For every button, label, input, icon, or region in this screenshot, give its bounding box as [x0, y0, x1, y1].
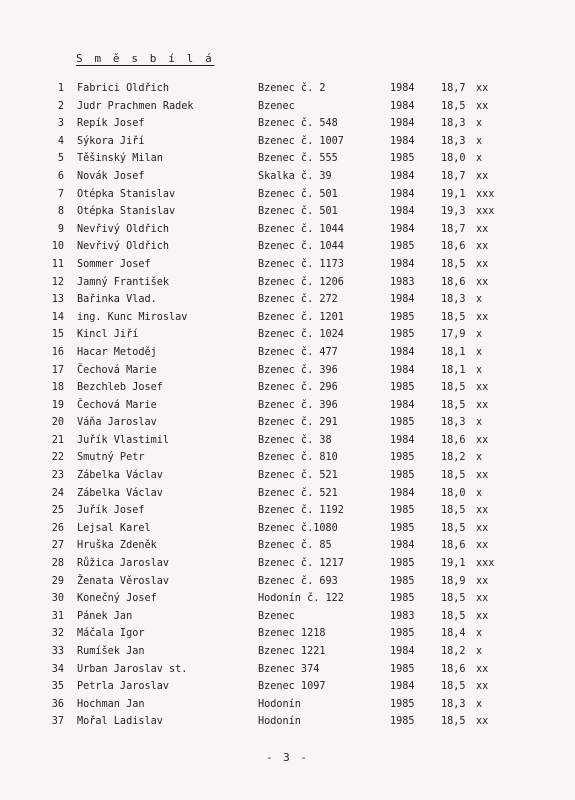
- list-item: [0, 238, 575, 256]
- entry-number: 15: [51, 329, 64, 341]
- list-heading: S m ě s b í l á: [76, 52, 215, 65]
- entry-mark: xx: [476, 241, 489, 253]
- entry-number: 34: [51, 663, 64, 675]
- entry-number: 21: [51, 434, 64, 446]
- entry-value: 18,6: [441, 434, 466, 446]
- entry-mark: xx: [476, 382, 489, 394]
- entry-address: Bzenec č. 1007: [258, 135, 344, 147]
- entry-address: Bzenec č. 2: [258, 83, 326, 94]
- list-item: [0, 432, 575, 450]
- list-item: [0, 590, 575, 608]
- entry-value: 18,9: [441, 575, 466, 587]
- entry-mark: xx: [476, 258, 489, 270]
- entry-year: 1985: [390, 153, 415, 165]
- entry-mark: xxx: [476, 206, 495, 218]
- entry-year: 1984: [390, 206, 415, 218]
- entry-number: 18: [51, 382, 64, 394]
- entry-address: Bzenec 1097: [258, 681, 326, 693]
- entry-value: 18,5: [441, 470, 466, 482]
- entry-name: Otépka Stanislav: [77, 188, 176, 200]
- entry-value: 18,5: [441, 681, 466, 693]
- entry-number: 8: [57, 206, 64, 218]
- entry-number: 2: [57, 100, 64, 112]
- entry-value: 18,5: [441, 382, 466, 394]
- entry-number: 19: [51, 399, 64, 411]
- list-item: [0, 221, 575, 239]
- entry-address: Bzenec č. 521: [258, 487, 338, 499]
- entry-mark: x: [476, 329, 483, 341]
- entry-mark: xx: [476, 505, 489, 517]
- list-item: [0, 397, 575, 415]
- entry-value: 18,5: [441, 100, 466, 112]
- entry-mark: x: [476, 698, 483, 710]
- entry-value: 18,6: [441, 663, 466, 675]
- list-item: [0, 98, 575, 116]
- entry-value: 18,5: [441, 258, 466, 270]
- entry-year: 1985: [390, 311, 415, 323]
- list-item: [0, 485, 575, 503]
- entry-year: 1984: [390, 399, 415, 411]
- list-item: [0, 256, 575, 274]
- entry-number: 3: [57, 118, 64, 130]
- entry-value: 18,5: [441, 505, 466, 517]
- entry-mark: xxx: [476, 188, 495, 200]
- entry-value: 18,5: [441, 716, 466, 728]
- entry-year: 1984: [390, 100, 415, 112]
- entry-value: 19,1: [441, 558, 466, 570]
- entry-address: Bzenec č. 501: [258, 188, 338, 200]
- entry-name: Pánek Jan: [77, 610, 133, 622]
- entry-year: 1983: [390, 610, 415, 622]
- list-item: [0, 555, 575, 573]
- entry-value: 18,6: [441, 241, 466, 253]
- entry-value: 18,7: [441, 170, 466, 182]
- entry-mark: x: [476, 364, 483, 376]
- entry-name: Růžica Jaroslav: [77, 558, 170, 570]
- entry-address: Bzenec č. 548: [258, 118, 338, 130]
- list-item: [0, 326, 575, 344]
- entry-address: Skalka č. 39: [258, 170, 332, 182]
- entry-name: Sommer Josef: [77, 258, 151, 270]
- entry-mark: x: [476, 628, 483, 640]
- entry-value: 19,3: [441, 206, 466, 218]
- entry-value: 18,5: [441, 311, 466, 323]
- entry-value: 18,3: [441, 698, 466, 710]
- list-item: [0, 625, 575, 643]
- entry-number: 16: [51, 346, 64, 358]
- list-item: [0, 203, 575, 221]
- entry-year: 1984: [390, 487, 415, 499]
- list-item: [0, 608, 575, 626]
- entry-name: ing. Kunc Miroslav: [77, 311, 188, 323]
- list-item: [0, 643, 575, 661]
- entry-year: 1984: [390, 135, 415, 147]
- list-item: [0, 379, 575, 397]
- entry-name: Otépka Stanislav: [77, 206, 176, 218]
- entry-mark: x: [476, 487, 483, 499]
- entry-number: 35: [51, 681, 64, 693]
- entry-address: Hodonín: [258, 698, 301, 710]
- entry-number: 5: [57, 153, 64, 165]
- entry-name: Smutný Petr: [77, 452, 145, 464]
- entry-address: Bzenec č. 1044: [258, 223, 344, 235]
- entry-value: 18,5: [441, 522, 466, 534]
- entry-mark: xx: [476, 223, 489, 235]
- entry-address: Bzenec č. 85: [258, 540, 332, 552]
- entry-number: 14: [51, 311, 64, 323]
- entry-number: 23: [51, 470, 64, 482]
- entry-address: Bzenec č. 1192: [258, 505, 344, 517]
- entry-address: Bzenec č. 1201: [258, 311, 344, 323]
- entry-year: 1984: [390, 364, 415, 376]
- list-item: [0, 467, 575, 485]
- entry-name: Repík Josef: [77, 118, 145, 130]
- list-item: [0, 678, 575, 696]
- entry-value: 18,1: [441, 364, 466, 376]
- list-item: [0, 362, 575, 380]
- entry-address: Bzenec č. 272: [258, 294, 338, 306]
- entry-number: 33: [51, 646, 64, 657]
- entry-number: 7: [57, 188, 64, 200]
- entry-address: Hodonín: [258, 716, 301, 728]
- entry-value: 18,5: [441, 610, 466, 622]
- entry-address: Bzenec č. 396: [258, 399, 338, 411]
- entry-value: 18,5: [441, 593, 466, 605]
- entry-year: 1984: [390, 223, 415, 235]
- entry-year: 1984: [390, 434, 415, 446]
- list-item: [0, 696, 575, 714]
- entry-value: 18,3: [441, 294, 466, 306]
- entry-mark: xx: [476, 540, 489, 552]
- entry-mark: xx: [476, 311, 489, 323]
- entry-address: Bzenec č. 521: [258, 470, 338, 482]
- entry-address: Bzenec: [258, 610, 295, 622]
- entry-name: Novák Josef: [77, 170, 145, 182]
- entry-year: 1984: [390, 83, 415, 94]
- entry-name: Fabrici Oldřich: [77, 83, 170, 94]
- entry-mark: x: [476, 417, 483, 429]
- list-item: [0, 661, 575, 679]
- entry-value: 18,7: [441, 83, 466, 94]
- entry-year: 1984: [390, 681, 415, 693]
- entry-name: Konečný Josef: [77, 593, 157, 605]
- list-item: [0, 449, 575, 467]
- entry-number: 22: [51, 452, 64, 464]
- entry-value: 18,0: [441, 487, 466, 499]
- entry-address: Bzenec č. 396: [258, 364, 338, 376]
- entry-mark: xx: [476, 681, 489, 693]
- entry-mark: x: [476, 153, 483, 165]
- entry-mark: x: [476, 135, 483, 147]
- entry-mark: xx: [476, 170, 489, 182]
- entry-mark: x: [476, 118, 483, 130]
- entry-address: Bzenec č. 810: [258, 452, 338, 464]
- entry-address: Bzenec č. 1217: [258, 558, 344, 570]
- entry-number: 6: [57, 170, 64, 182]
- entry-year: 1985: [390, 593, 415, 605]
- entry-address: Bzenec č. 555: [258, 153, 338, 165]
- entry-name: Petrla Jaroslav: [77, 681, 170, 693]
- entry-mark: xx: [476, 663, 489, 675]
- entry-name: Bařinka Vlad.: [77, 294, 157, 306]
- entry-value: 18,7: [441, 223, 466, 235]
- entry-year: 1985: [390, 663, 415, 675]
- list-item: [0, 80, 575, 98]
- list-item: [0, 537, 575, 555]
- entry-mark: x: [476, 346, 483, 358]
- entry-number: 10: [51, 241, 64, 253]
- entry-address: Bzenec č. 1044: [258, 241, 344, 253]
- entry-address: Bzenec 374: [258, 663, 320, 675]
- entry-year: 1985: [390, 558, 415, 570]
- list-item: [0, 291, 575, 309]
- entry-mark: xx: [476, 434, 489, 446]
- entry-year: 1984: [390, 646, 415, 657]
- list-item: [0, 186, 575, 204]
- entry-address: Bzenec č.1080: [258, 522, 338, 534]
- entry-number: 36: [51, 698, 64, 710]
- entry-name: Mořal Ladislav: [77, 716, 163, 728]
- list-item: [0, 713, 575, 731]
- entry-name: Jamný František: [77, 276, 170, 288]
- entry-name: Juřík Vlastimil: [77, 434, 170, 446]
- entry-name: Kincl Jiří: [77, 329, 139, 341]
- entry-name: Sýkora Jiří: [77, 135, 145, 147]
- list-item: [0, 168, 575, 186]
- entry-name: Judr Prachmen Radek: [77, 100, 194, 112]
- entry-number: 30: [51, 593, 64, 605]
- entry-year: 1985: [390, 505, 415, 517]
- entry-name: Bezchleb Josef: [77, 382, 163, 394]
- entry-number: 11: [51, 258, 64, 270]
- list-item: [0, 115, 575, 133]
- entry-address: Bzenec č. 1024: [258, 329, 344, 341]
- entry-year: 1985: [390, 382, 415, 394]
- entry-year: 1985: [390, 241, 415, 253]
- entry-value: 18,2: [441, 452, 466, 464]
- entry-value: 18,2: [441, 646, 466, 657]
- entry-number: 13: [51, 294, 64, 306]
- entry-year: 1984: [390, 346, 415, 358]
- entry-name: Čechová Marie: [77, 399, 157, 411]
- list-item: [0, 520, 575, 538]
- list-item: [0, 309, 575, 327]
- entry-mark: xx: [476, 575, 489, 587]
- entry-number: 31: [51, 610, 64, 622]
- entries-list: [0, 80, 575, 731]
- entry-value: 18,5: [441, 399, 466, 411]
- entry-mark: x: [476, 646, 483, 657]
- entry-name: Váňa Jaroslav: [77, 417, 157, 429]
- entry-mark: xx: [476, 522, 489, 534]
- entry-name: Máčala Igor: [77, 628, 145, 640]
- entry-address: Bzenec 1218: [258, 628, 326, 640]
- entry-number: 25: [51, 505, 64, 517]
- entry-address: Bzenec č. 693: [258, 575, 338, 587]
- entry-name: Hochman Jan: [77, 698, 145, 710]
- entry-address: Bzenec č. 38: [258, 434, 332, 446]
- list-item: [0, 274, 575, 292]
- entry-mark: xx: [476, 716, 489, 728]
- entry-year: 1984: [390, 258, 415, 270]
- entry-address: Bzenec č. 477: [258, 346, 338, 358]
- list-item: [0, 414, 575, 432]
- entry-value: 18,3: [441, 417, 466, 429]
- entry-name: Urban Jaroslav st.: [77, 663, 188, 675]
- entry-year: 1985: [390, 716, 415, 728]
- entry-number: 9: [57, 223, 64, 235]
- entry-year: 1984: [390, 188, 415, 200]
- entry-address: Bzenec č. 501: [258, 206, 338, 218]
- entry-value: 18,4: [441, 628, 466, 640]
- entry-mark: xx: [476, 399, 489, 411]
- entry-name: Hacar Metoděj: [77, 346, 157, 358]
- entry-value: 17,9: [441, 329, 466, 341]
- list-item: [0, 150, 575, 168]
- entry-number: 26: [51, 522, 64, 534]
- entry-mark: xx: [476, 593, 489, 605]
- entry-name: Zábelka Václav: [77, 487, 163, 499]
- entry-mark: xx: [476, 100, 489, 112]
- entry-value: 18,3: [441, 135, 466, 147]
- entry-number: 4: [57, 135, 64, 147]
- entry-number: 32: [51, 628, 64, 640]
- entry-number: 20: [51, 417, 64, 429]
- entry-year: 1985: [390, 452, 415, 464]
- entry-year: 1985: [390, 522, 415, 534]
- entry-address: Bzenec č. 1206: [258, 276, 344, 288]
- entry-value: 18,1: [441, 346, 466, 358]
- entry-year: 1985: [390, 329, 415, 341]
- entry-year: 1984: [390, 170, 415, 182]
- list-item: [0, 133, 575, 151]
- entry-mark: x: [476, 452, 483, 464]
- entry-year: 1984: [390, 294, 415, 306]
- entry-value: 18,6: [441, 276, 466, 288]
- entry-year: 1985: [390, 417, 415, 429]
- entry-year: 1985: [390, 698, 415, 710]
- entry-value: 18,3: [441, 118, 466, 130]
- entry-value: 19,1: [441, 188, 466, 200]
- entry-name: Nevřivý Oldřich: [77, 241, 170, 253]
- entry-mark: xxx: [476, 558, 495, 570]
- entry-number: 1: [57, 83, 64, 94]
- entry-address: Hodonín č. 122: [258, 593, 344, 605]
- entry-value: 18,0: [441, 153, 466, 165]
- entry-year: 1983: [390, 276, 415, 288]
- entry-number: 24: [51, 487, 64, 499]
- entry-number: 27: [51, 540, 64, 552]
- entry-mark: xx: [476, 610, 489, 622]
- entry-address: Bzenec č. 1173: [258, 258, 344, 270]
- entry-name: Těšinský Milan: [77, 153, 163, 165]
- entry-mark: xx: [476, 276, 489, 288]
- entry-year: 1985: [390, 470, 415, 482]
- list-item: [0, 344, 575, 362]
- entry-number: 17: [51, 364, 64, 376]
- entry-name: Čechová Marie: [77, 364, 157, 376]
- entry-address: Bzenec č. 296: [258, 382, 338, 394]
- entry-mark: x: [476, 294, 483, 306]
- page-number: - 3 -: [265, 751, 310, 764]
- entry-number: 29: [51, 575, 64, 587]
- entry-name: Lejsal Karel: [77, 522, 151, 534]
- list-item: [0, 502, 575, 520]
- entry-name: Nevřivý Oldřich: [77, 223, 170, 235]
- entry-address: Bzenec 1221: [258, 646, 326, 657]
- entry-year: 1984: [390, 118, 415, 130]
- entry-name: Zábelka Václav: [77, 470, 163, 482]
- entry-mark: xx: [476, 83, 489, 94]
- entry-number: 12: [51, 276, 64, 288]
- entry-value: 18,6: [441, 540, 466, 552]
- entry-name: Rumíšek Jan: [77, 646, 145, 657]
- entry-year: 1985: [390, 628, 415, 640]
- entry-year: 1985: [390, 575, 415, 587]
- entry-number: 37: [51, 716, 64, 728]
- entry-address: Bzenec: [258, 100, 295, 112]
- entry-name: Ženata Věroslav: [77, 575, 170, 587]
- entry-name: Juřík Josef: [77, 505, 145, 517]
- list-item: [0, 573, 575, 591]
- entry-address: Bzenec č. 291: [258, 417, 338, 429]
- entry-mark: xx: [476, 470, 489, 482]
- entry-number: 28: [51, 558, 64, 570]
- entry-year: 1984: [390, 540, 415, 552]
- entry-name: Hruška Zdeněk: [77, 540, 157, 552]
